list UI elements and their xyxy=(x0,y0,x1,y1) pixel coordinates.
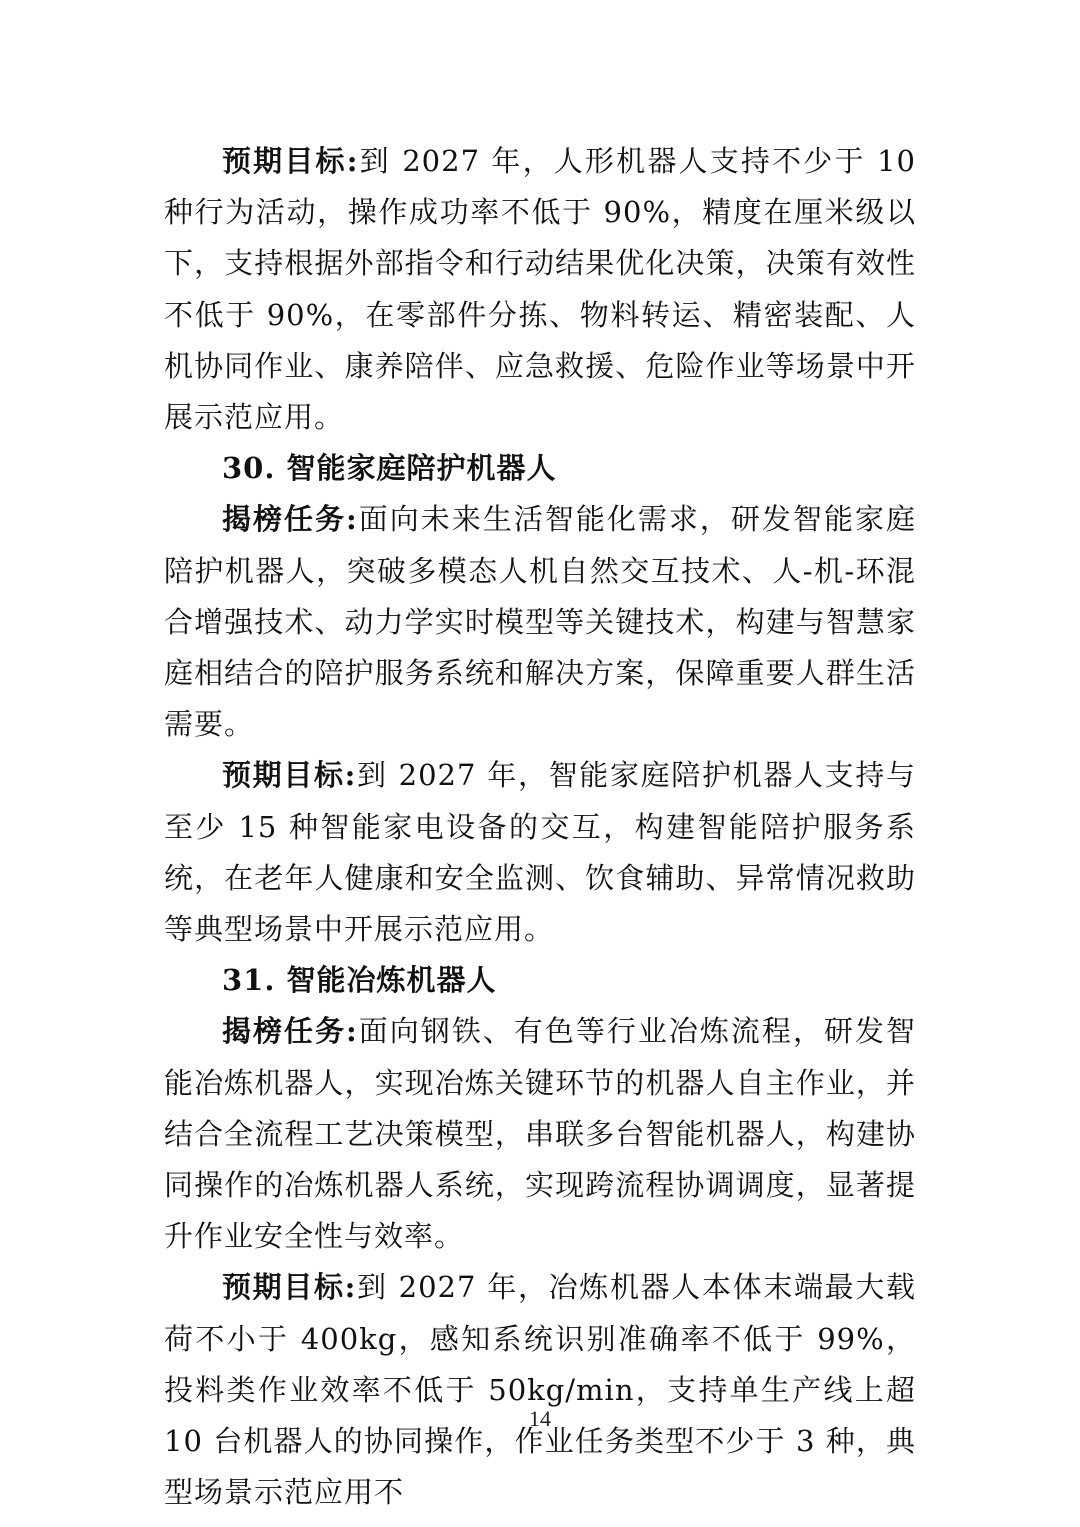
paragraph-task-home-companion xyxy=(164,494,916,750)
paragraph-lead: 预期目标: xyxy=(222,144,359,178)
paragraph-expected-goals-home-companion xyxy=(164,750,916,955)
section-title-30: 30. 智能家庭陪护机器人 xyxy=(222,451,557,486)
paragraph-expected-goals-smelting xyxy=(164,1262,916,1518)
document-body xyxy=(164,136,916,1518)
paragraph-lead: 预期目标: xyxy=(222,758,357,793)
paragraph-lead: 揭榜任务: xyxy=(222,1014,358,1049)
page-number: 14 xyxy=(529,1406,551,1431)
paragraph-lead: 预期目标: xyxy=(222,1270,357,1305)
paragraph-task-smelting xyxy=(164,1006,916,1262)
section-title-31: 31. 智能冶炼机器人 xyxy=(222,963,497,998)
paragraph-text: 到 2027 年，人形机器人支持不少于 10 种行为活动，操作成功率不低于 90%，精度在厘米级以下，支持根据外部指令和行动结果优化决策，决策有效性不低于 90%，在零部件分拣、物料转运、精密装配、人机协同作业、康养陪伴、应急救援、危险作业等场景中开展示范应用。 xyxy=(164,144,916,435)
paragraph-expected-goals-humanoid xyxy=(164,136,916,443)
paragraph-lead: 揭榜任务: xyxy=(222,502,358,537)
paragraph-text: 面向钢铁、有色等行业冶炼流程，研发智能冶炼机器人，实现冶炼关键环节的机器人自主作业，并结合全流程工艺决策模型，串联多台智能机器人，构建协同操作的冶炼机器人系统，实现跨流程协调调度，显著提升作业安全性与效率。 xyxy=(164,1014,916,1254)
paragraph-text: 面向未来生活智能化需求，研发智能家庭陪护机器人，突破多模态人机自然交互技术、人-机-环混合增强技术、动力学实时模型等关键技术，构建与智慧家庭相结合的陪护服务系统和解决方案，保障重要人群生活需要。 xyxy=(164,502,916,742)
paragraph-text: 到 2027 年，冶炼机器人本体末端最大载荷不小于 400kg，感知系统识别准确率不低于 99%，投料类作业效率不低于 50kg/min，支持单生产线上超 10 台机器人的协同操作，作业任务类型不少于 3 种，典型场景示范应用不 xyxy=(164,1270,916,1510)
paragraph-text: 到 2027 年，智能家庭陪护机器人支持与至少 15 种智能家电设备的交互，构建智能陪护服务系统，在老年人健康和安全监测、饮食辅助、异常情况救助等典型场景中开展示范应用。 xyxy=(164,758,916,947)
